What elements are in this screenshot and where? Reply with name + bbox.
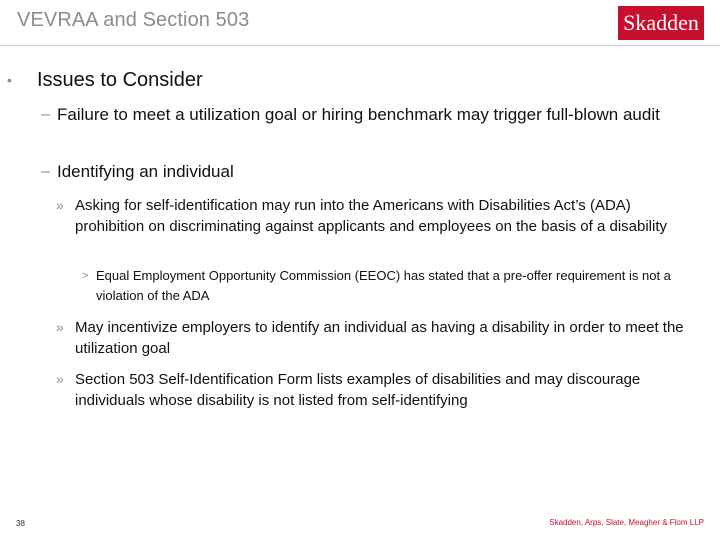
bullet-text: Issues to Consider bbox=[37, 69, 203, 91]
firm-name: Skadden, Arps, Slate, Meagher & Flom LLP bbox=[549, 518, 704, 527]
bullet-text: Section 503 Self-Identification Form lists examples of disabilities and may discourage individuals whose disability is not listed from self-identifying bbox=[75, 371, 641, 409]
bullet-identifying bbox=[41, 161, 687, 182]
chevron-marker: » bbox=[56, 371, 64, 387]
slide-title: VEVRAA and Section 503 bbox=[17, 9, 250, 31]
bullet-marker: • bbox=[7, 72, 12, 88]
page-number: 38 bbox=[16, 519, 25, 528]
bullet-eeoc bbox=[82, 266, 686, 306]
bullet-incentivize bbox=[56, 317, 687, 359]
dash-marker: – bbox=[41, 163, 50, 180]
bullet-text: Equal Employment Opportunity Commission (EEOC) has stated that a pre-offer requirement is not a violation of the ADA bbox=[96, 268, 671, 303]
title-divider bbox=[0, 45, 720, 46]
bullet-issues bbox=[7, 68, 697, 92]
bullet-text: Asking for self-identification may run into the Americans with Disabilities Act’s (ADA) prohibition on discriminating against applicants and employees on the basis of a disability bbox=[75, 197, 668, 235]
dash-marker: – bbox=[41, 106, 50, 123]
chevron-marker: » bbox=[56, 319, 64, 335]
logo-text: Skadden bbox=[623, 10, 699, 35]
skadden-logo bbox=[618, 6, 704, 40]
bullet-failure bbox=[41, 104, 687, 125]
bullet-text: Identifying an individual bbox=[57, 162, 234, 181]
bullet-text: May incentivize employers to identify an individual as having a disability in order to meet the utilization goal bbox=[75, 319, 684, 357]
bullet-form bbox=[56, 369, 687, 411]
arrow-marker: > bbox=[82, 270, 89, 282]
bullet-asking bbox=[56, 195, 687, 237]
bullet-text: Failure to meet a utilization goal or hiring benchmark may trigger full-blown audit bbox=[57, 105, 660, 124]
chevron-marker: » bbox=[56, 197, 64, 213]
